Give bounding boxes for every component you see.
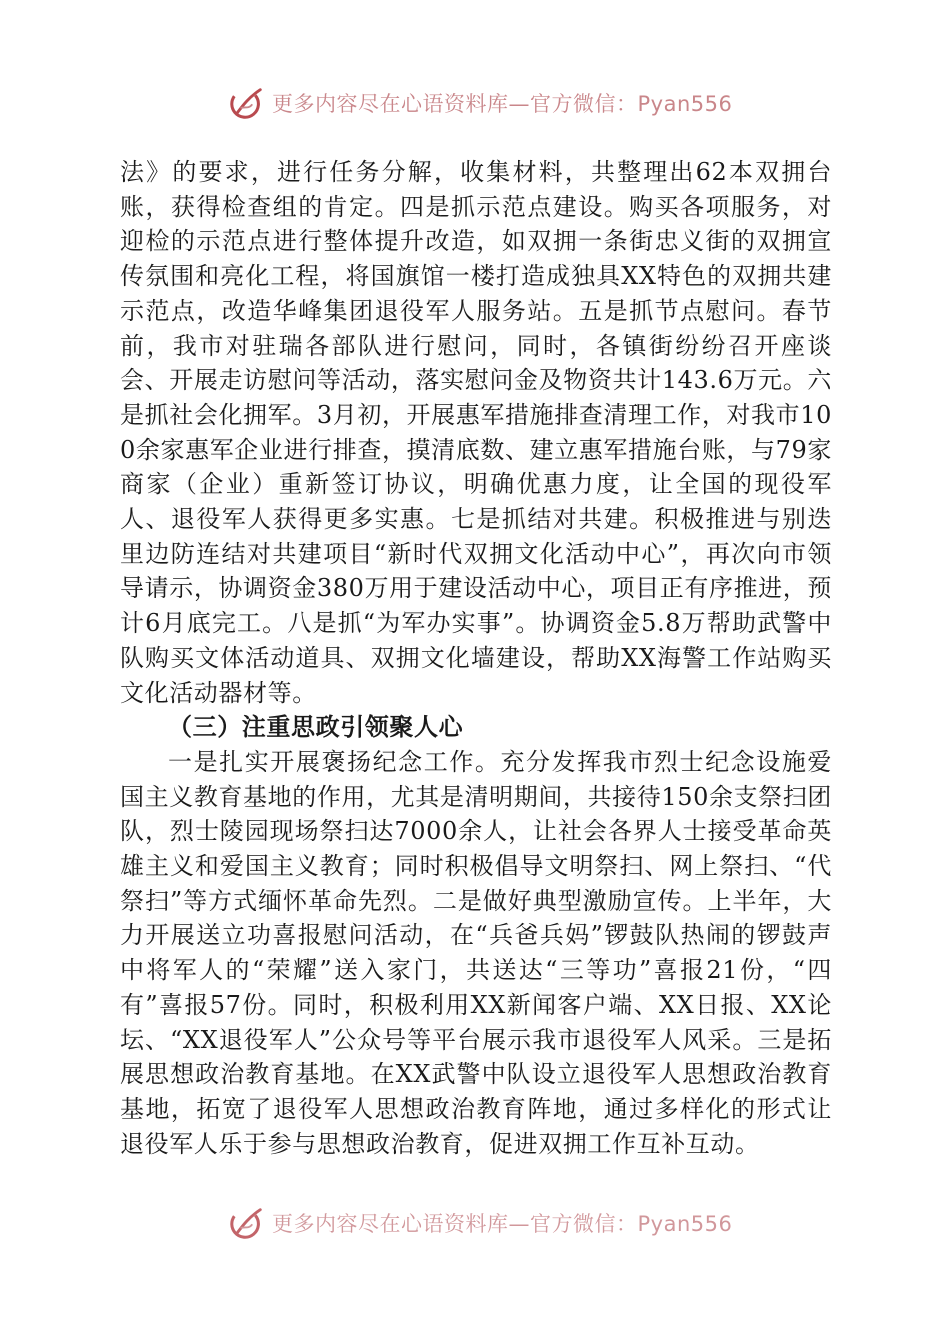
watermark-text: 更多内容尽在心语资料库—官方微信：Pyan556	[272, 92, 733, 116]
footer-watermark	[228, 1203, 733, 1243]
brush-swirl-logo-icon	[228, 1204, 266, 1242]
body-paragraph: 一是扎实开展褒扬纪念工作。充分发挥我市烈士纪念设施爱国主义教育基地的作用，尤其是清明期间，共接待150余支祭扫团队，烈士陵园现场祭扫达7000余人，让社会各界人士接受革命英雄主义和爱国主义教育；同时积极倡导文明祭扫、网上祭扫、“代祭扫”等方式缅怀革命先烈。二是做好典型激励宣传。上半年，大力开展送立功喜报慰问活动，在“兵爸兵妈”锣鼓队热闹的锣鼓声中将军人的“荣耀”送入家门，共送达“三等功”喜报21份，“四有”喜报57份。同时，积极利用XX新闻客户端、XX日报、XX论坛、“XX退役军人”公众号等平台展示我市退役军人风采。三是拓展思想政治教育基地。在XX武警中队设立退役军人思想政治教育基地，拓宽了退役军人思想政治教育阵地，通过多样化的形式让退役军人乐于参与思想政治教育，促进双拥工作互补互动。	[120, 747, 832, 1158]
brush-swirl-logo-icon	[228, 84, 266, 122]
document-body	[120, 155, 832, 1161]
section-heading: （三）注重思政引领聚人心	[168, 713, 464, 742]
header-watermark	[228, 83, 733, 123]
body-paragraph: 法》的要求，进行任务分解，收集材料，共整理出62本双拥台账，获得检查组的肯定。四是抓示范点建设。购买各项服务，对迎检的示范点进行整体提升改造，如双拥一条街忠义街的双拥宣传氛围和亮化工程，将国旗馆一楼打造成独具XX特色的双拥共建示范点，改造华峰集团退役军人服务站。五是抓节点慰问。春节前，我市对驻瑞各部队进行慰问，同时，各镇街纷纷召开座谈会、开展走访慰问等活动，落实慰问金及物资共计143.6万元。六是抓社会化拥军。3月初，开展惠军措施排查清理工作，对我市100余家惠军企业进行排查，摸清底数、建立惠军措施台账，与79家商家（企业）重新签订协议，明确优惠力度，让全国的现役军人、退役军人获得更多实惠。七是抓结对共建。积极推进与别迭里边防连结对共建项目“新时代双拥文化活动中心”，再次向市领导请示，协调资金380万用于建设活动中心，项目正有序推进，预计6月底完工。八是抓“为军办实事”。协调资金5.8万帮助武警中队购买文体活动道具、双拥文化墙建设，帮助XX海警工作站购买文化活动器材等。	[120, 158, 832, 707]
watermark-text: 更多内容尽在心语资料库—官方微信：Pyan556	[272, 1212, 733, 1236]
